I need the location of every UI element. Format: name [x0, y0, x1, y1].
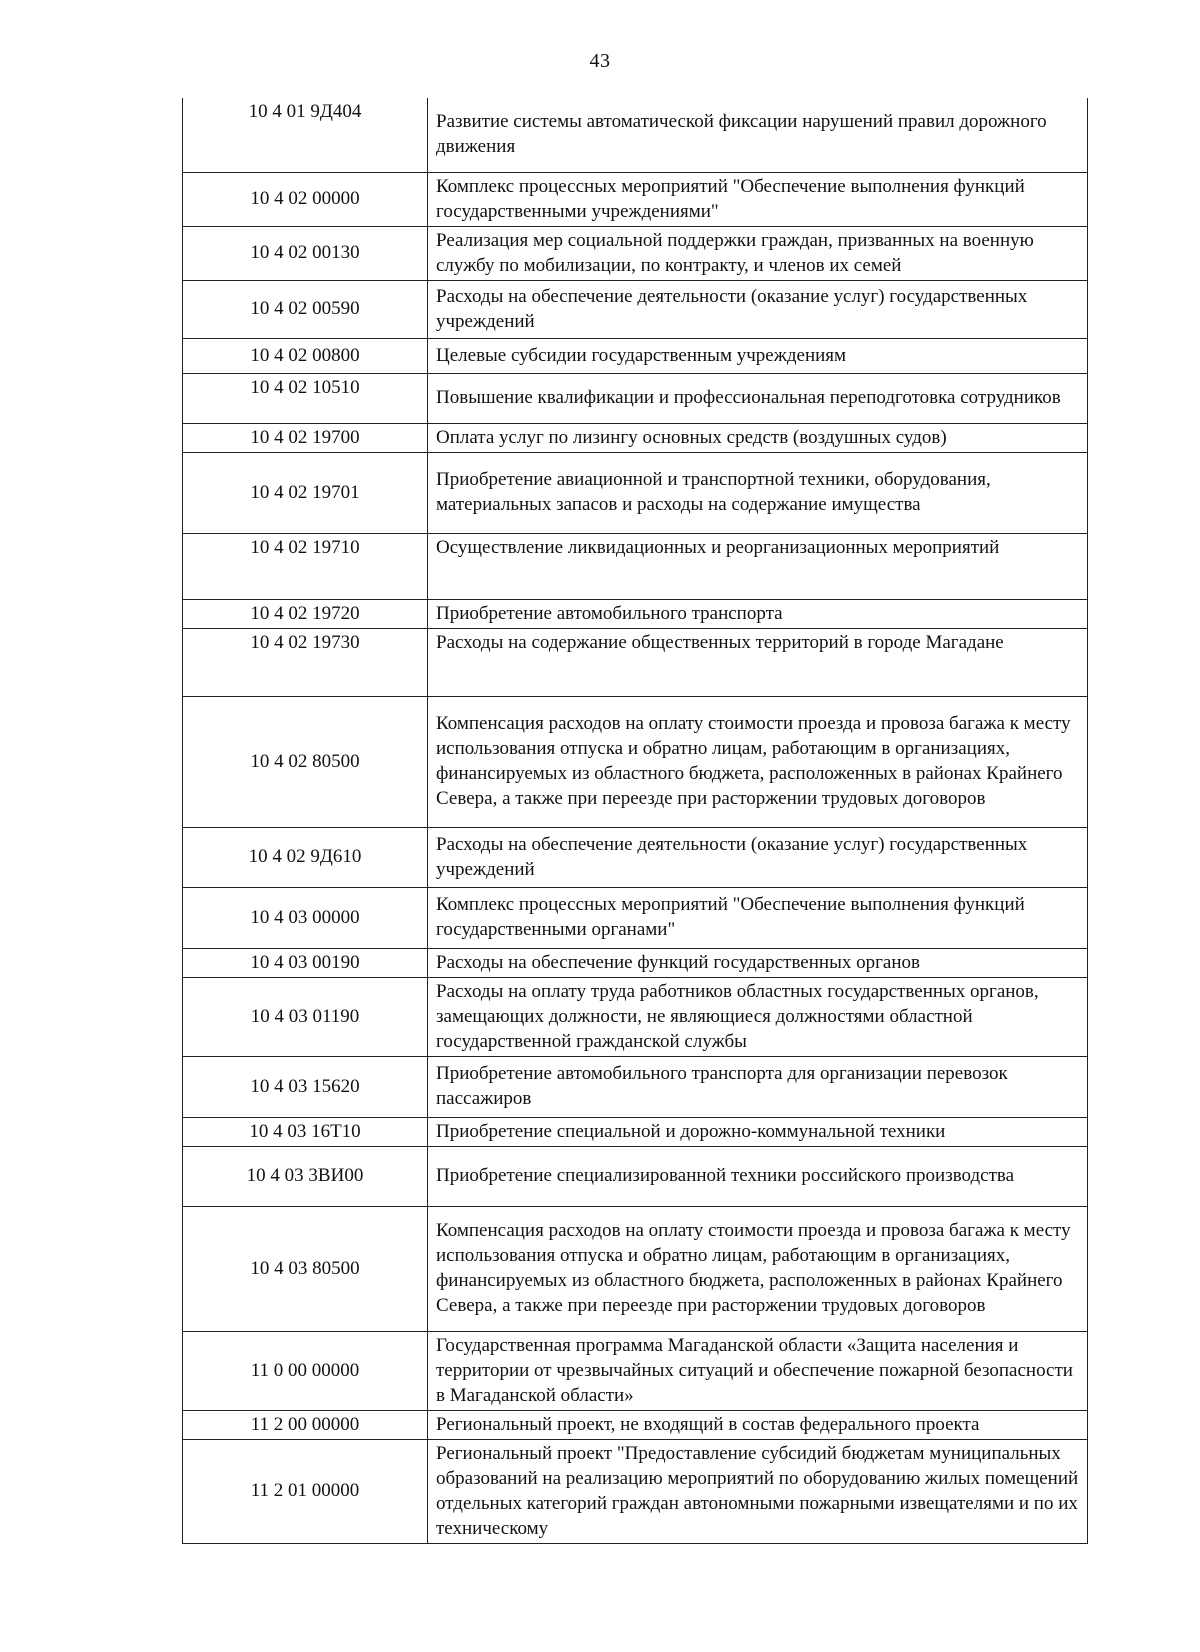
row-code: 11 2 01 00000	[183, 1439, 428, 1543]
row-code: 10 4 03 01190	[183, 977, 428, 1056]
row-code: 10 4 02 19730	[183, 628, 428, 696]
row-description: Приобретение автомобильного транспорта	[428, 599, 1088, 628]
row-code: 10 4 02 19720	[183, 599, 428, 628]
row-description: Расходы на содержание общественных территорий в городе Магадане	[428, 628, 1088, 696]
row-code: 10 4 02 10510	[183, 373, 428, 423]
table-row	[183, 628, 1088, 696]
table-row	[183, 373, 1088, 423]
row-description: Расходы на обеспечение деятельности (оказание услуг) государственных учреждений	[428, 827, 1088, 887]
row-description: Развитие системы автоматической фиксации нарушений правил дорожного движения	[428, 98, 1088, 172]
row-description: Приобретение специализированной техники российского производства	[428, 1146, 1088, 1206]
row-code: 10 4 02 80500	[183, 696, 428, 827]
row-code: 10 4 03 00190	[183, 948, 428, 977]
row-description: Расходы на обеспечение деятельности (оказание услуг) государственных учреждений	[428, 280, 1088, 338]
table-row	[183, 1206, 1088, 1331]
row-code: 10 4 02 00130	[183, 226, 428, 280]
row-description: Расходы на обеспечение функций государственных органов	[428, 948, 1088, 977]
row-code: 11 2 00 00000	[183, 1410, 428, 1439]
table-row	[183, 226, 1088, 280]
row-description: Повышение квалификации и профессиональная переподготовка сотрудников	[428, 373, 1088, 423]
row-description: Приобретение авиационной и транспортной техники, оборудования, материальных запасов и расходы на содержание имущества	[428, 452, 1088, 533]
table-row	[183, 1331, 1088, 1410]
row-code: 10 4 01 9Д404	[183, 98, 428, 172]
row-description: Компенсация расходов на оплату стоимости проезда и провоза багажа к месту использования отпуска и обратно лицам, работающим в организациях, финансируемых из областного бюджета, расположенных в районах Крайнего Севера, а также при переезде при расторжении трудовых договоров	[428, 1206, 1088, 1331]
row-code: 10 4 02 00800	[183, 338, 428, 373]
row-description: Региональный проект "Предоставление субсидий бюджетам муниципальных образований на реализацию мероприятий по оборудованию жилых помещений отдельных категорий граждан автономными пожарными извещателями и по их техническому	[428, 1439, 1088, 1543]
row-code: 10 4 03 80500	[183, 1206, 428, 1331]
table-row	[183, 1146, 1088, 1206]
table-row	[183, 98, 1088, 172]
table-row	[183, 1439, 1088, 1543]
row-code: 10 4 02 00000	[183, 172, 428, 226]
row-description: Целевые субсидии государственным учреждениям	[428, 338, 1088, 373]
row-code: 10 4 03 16Т10	[183, 1117, 428, 1146]
row-description: Оплата услуг по лизингу основных средств (воздушных судов)	[428, 423, 1088, 452]
row-description: Осуществление ликвидационных и реорганизационных мероприятий	[428, 533, 1088, 599]
table-row	[183, 1410, 1088, 1439]
row-code: 10 4 03 3ВИ00	[183, 1146, 428, 1206]
table-row	[183, 338, 1088, 373]
table-row	[183, 599, 1088, 628]
row-description: Приобретение автомобильного транспорта для организации перевозок пассажиров	[428, 1056, 1088, 1117]
table-row	[183, 1056, 1088, 1117]
row-code: 10 4 02 9Д610	[183, 827, 428, 887]
row-code: 11 0 00 00000	[183, 1331, 428, 1410]
table-row	[183, 280, 1088, 338]
row-description: Компенсация расходов на оплату стоимости проезда и провоза багажа к месту использования отпуска и обратно лицам, работающим в организациях, финансируемых из областного бюджета, расположенных в районах Крайнего Севера, а также при переезде при расторжении трудовых договоров	[428, 696, 1088, 827]
table-row	[183, 887, 1088, 948]
row-description: Расходы на оплату труда работников областных государственных органов, замещающих должности, не являющиеся должностями областной государственной гражданской службы	[428, 977, 1088, 1056]
budget-code-table	[182, 98, 1088, 1544]
row-code: 10 4 02 00590	[183, 280, 428, 338]
table-row	[183, 172, 1088, 226]
table-row	[183, 1117, 1088, 1146]
table-row	[183, 977, 1088, 1056]
row-description: Комплекс процессных мероприятий "Обеспечение выполнения функций государственными органами"	[428, 887, 1088, 948]
row-description: Государственная программа Магаданской области «Защита населения и территории от чрезвычайных ситуаций и обеспечение пожарной безопасности в Магаданской области»	[428, 1331, 1088, 1410]
table-row	[183, 948, 1088, 977]
page-number: 43	[589, 50, 611, 72]
table-row	[183, 827, 1088, 887]
table-row	[183, 533, 1088, 599]
table-row	[183, 423, 1088, 452]
row-description: Приобретение специальной и дорожно-коммунальной техники	[428, 1117, 1088, 1146]
table-row	[183, 452, 1088, 533]
row-code: 10 4 02 19701	[183, 452, 428, 533]
row-code: 10 4 03 15620	[183, 1056, 428, 1117]
table-row	[183, 696, 1088, 827]
row-code: 10 4 03 00000	[183, 887, 428, 948]
row-code: 10 4 02 19700	[183, 423, 428, 452]
row-description: Комплекс процессных мероприятий "Обеспечение выполнения функций государственными учреждениями"	[428, 172, 1088, 226]
row-code: 10 4 02 19710	[183, 533, 428, 599]
row-description: Региональный проект, не входящий в состав федерального проекта	[428, 1410, 1088, 1439]
row-description: Реализация мер социальной поддержки граждан, призванных на военную службу по мобилизации, по контракту, и членов их семей	[428, 226, 1088, 280]
